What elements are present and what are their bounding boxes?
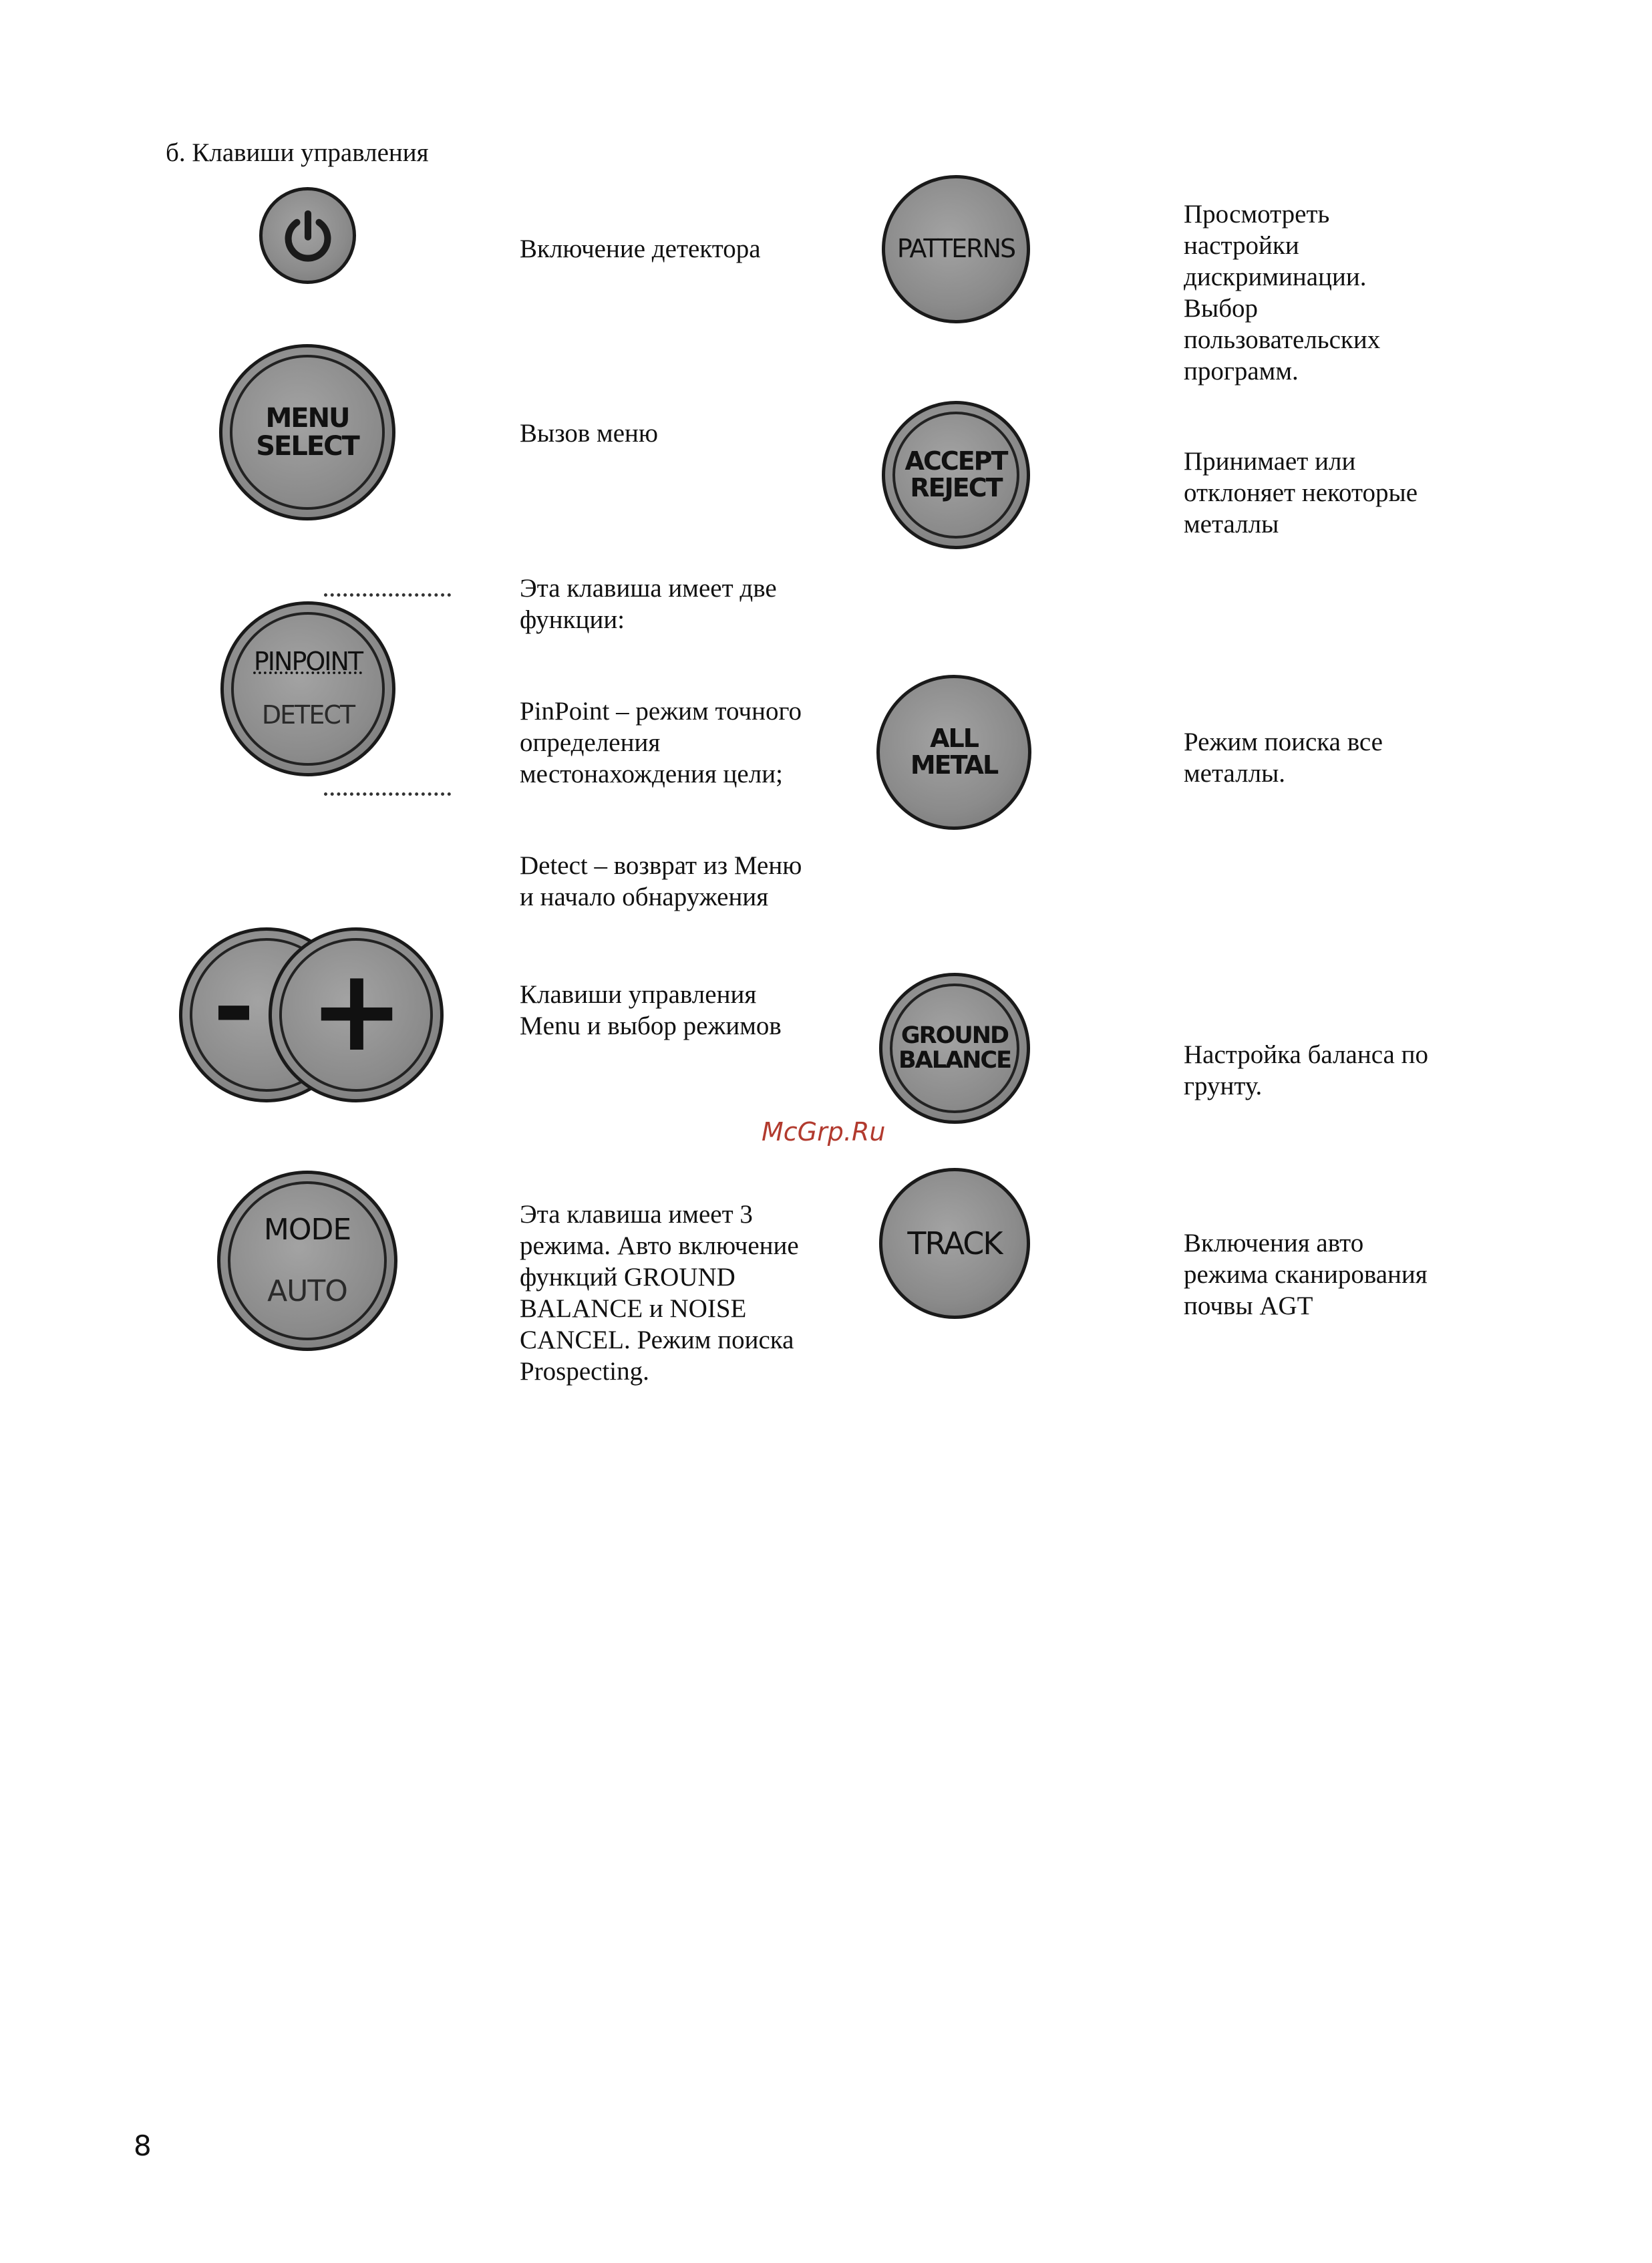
menu-select-label: MENU SELECT xyxy=(256,403,359,462)
mode-label: MODE xyxy=(263,1212,351,1247)
all-metal-description: Режим поиска все металлы. xyxy=(1184,728,1383,788)
ground-balance-button xyxy=(879,973,1030,1124)
plus-button xyxy=(269,927,444,1102)
patterns-label: PATTERNS xyxy=(896,234,1015,264)
track-button xyxy=(879,1168,1030,1319)
accept-reject-label: ACCEPT REJECT xyxy=(904,446,1007,502)
detect-label: DETECT xyxy=(261,700,355,730)
watermark: McGrp.Ru xyxy=(762,1117,886,1147)
track-description: Включения авто режима сканирования почвы AGT xyxy=(1184,1229,1428,1320)
pinpoint-detect-description: Эта клавиша имеет две функции: PinPoint – режим точного определения местонахождения цели; Detect – возврат из Меню и начало обнаружения xyxy=(520,574,802,911)
all-metal-label: ALL METAL xyxy=(910,724,998,780)
accept-reject-button xyxy=(882,401,1030,549)
mode-auto-description: Эта клавиша имеет 3 режима. Авто включение функций GROUND BALANCE и NOISE CANCEL. Режим поиска Prospecting. xyxy=(520,1200,799,1386)
all-metal-button xyxy=(876,675,1031,830)
ground-balance-label: GROUND BALANCE xyxy=(898,1022,1011,1074)
patterns-description: Просмотреть настройки дискриминации. Выбор пользовательских программ. xyxy=(1184,200,1381,386)
track-label: TRACK xyxy=(907,1225,1002,1261)
plus-label: + xyxy=(309,944,403,1077)
patterns-button xyxy=(882,175,1030,323)
pinpoint-detect-button xyxy=(220,601,395,776)
power-button xyxy=(259,187,356,284)
section-heading: б. Клавиши управления xyxy=(166,138,429,167)
accept-reject-description: Принимает или отклоняет некоторые металлы xyxy=(1184,447,1418,539)
pinpoint-dotted-rule-top xyxy=(324,593,451,597)
minus-plus-description: Клавиши управления Menu и выбор режимов xyxy=(520,980,782,1040)
menu-select-button xyxy=(219,344,395,520)
pinpoint-label: PINPOINT xyxy=(253,647,363,677)
mode-auto-button xyxy=(217,1171,397,1351)
minus-label: - xyxy=(212,949,254,1066)
power-description: Включение детектора xyxy=(520,235,761,263)
power-icon xyxy=(277,205,339,267)
pinpoint-dotted-rule-bottom xyxy=(324,792,451,796)
ground-balance-description: Настройка баланса по грунту. xyxy=(1184,1040,1428,1100)
menu-select-description: Вызов меню xyxy=(520,419,659,448)
page-number: 8 xyxy=(134,2129,152,2162)
auto-label: AUTO xyxy=(267,1274,347,1309)
